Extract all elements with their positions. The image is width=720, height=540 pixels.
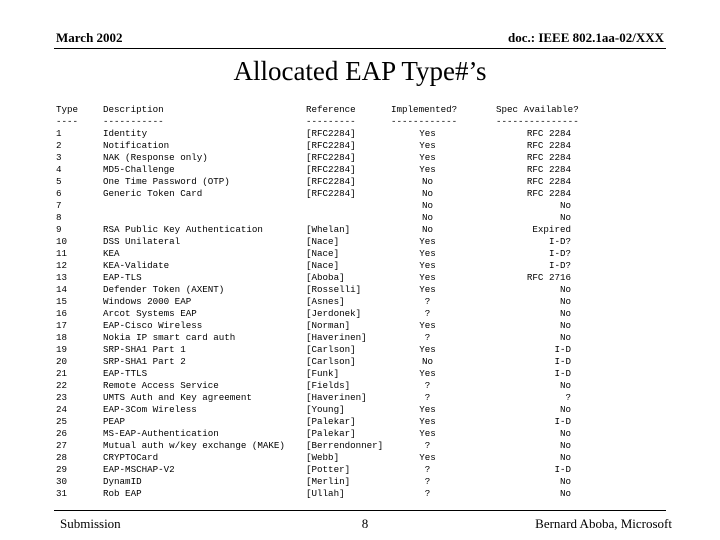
cell-description: MD5-Challenge — [103, 164, 175, 175]
table-row — [56, 488, 571, 500]
cell-description: Arcot Systems EAP — [103, 308, 197, 319]
cell-type: 9 — [56, 224, 62, 235]
cell-reference: [Nace] — [306, 236, 340, 247]
table-row — [56, 332, 571, 344]
cell-reference: [Haverinen] — [306, 332, 367, 343]
table-row — [56, 404, 571, 416]
table-row — [56, 320, 571, 332]
cell-type: 13 — [56, 272, 68, 283]
cell-reference: [Berrendonner] — [306, 440, 384, 451]
column-header-implemented: Implemented? — [391, 104, 458, 115]
cell-description: Defender Token (AXENT) — [103, 284, 225, 295]
cell-implemented: ? — [424, 380, 431, 391]
cell-spec: ? — [565, 392, 571, 403]
cell-description: Notification — [103, 140, 170, 151]
cell-implemented: Yes — [419, 344, 436, 355]
table-row — [56, 416, 571, 428]
cell-spec: I-D? — [548, 260, 571, 271]
cell-type: 12 — [56, 260, 68, 271]
cell-type: 16 — [56, 308, 68, 319]
table-row — [56, 296, 571, 308]
cell-type: 20 — [56, 356, 68, 367]
cell-implemented: No — [421, 212, 434, 223]
cell-implemented: Yes — [419, 140, 436, 151]
cell-description: Windows 2000 EAP — [103, 296, 192, 307]
cell-type: 6 — [56, 188, 62, 199]
table-row — [56, 272, 571, 284]
cell-spec: RFC 2284 — [526, 140, 571, 151]
cell-type: 29 — [56, 464, 68, 475]
cell-description: Nokia IP smart card auth — [103, 332, 236, 343]
cell-description: EAP-Cisco Wireless — [103, 320, 203, 331]
underline-implemented: ------------ — [391, 116, 458, 127]
table-row — [56, 128, 571, 140]
cell-spec: RFC 2716 — [526, 272, 571, 283]
cell-implemented: Yes — [419, 284, 436, 295]
cell-description: Generic Token Card — [103, 188, 203, 199]
cell-reference: [RFC2284] — [306, 188, 356, 199]
table-row — [56, 260, 571, 272]
cell-implemented: ? — [424, 476, 431, 487]
cell-spec: RFC 2284 — [526, 152, 571, 163]
cell-description: DynamID — [103, 476, 142, 487]
cell-implemented: ? — [424, 296, 431, 307]
cell-implemented: No — [421, 200, 434, 211]
cell-reference: [Funk] — [306, 368, 340, 379]
cell-type: 17 — [56, 320, 68, 331]
cell-spec: RFC 2284 — [526, 128, 571, 139]
cell-type: 26 — [56, 428, 68, 439]
cell-reference: [Rosselli] — [306, 284, 362, 295]
cell-implemented: ? — [424, 440, 431, 451]
cell-type: 14 — [56, 284, 68, 295]
cell-spec: No — [559, 284, 571, 295]
cell-type: 18 — [56, 332, 68, 343]
cell-type: 11 — [56, 248, 68, 259]
cell-implemented: No — [421, 188, 434, 199]
cell-description: SRP-SHA1 Part 1 — [103, 344, 186, 355]
cell-spec: No — [559, 296, 571, 307]
cell-description: MS-EAP-Authentication — [103, 428, 219, 439]
eap-type-table — [56, 104, 579, 500]
cell-reference: [Nace] — [306, 260, 340, 271]
table-row — [56, 212, 571, 224]
cell-description: DSS Unilateral — [103, 236, 181, 247]
cell-spec: No — [559, 404, 571, 415]
cell-implemented: Yes — [419, 260, 436, 271]
cell-description: KEA — [103, 248, 120, 259]
cell-type: 23 — [56, 392, 68, 403]
cell-type: 30 — [56, 476, 68, 487]
cell-spec: No — [559, 452, 571, 463]
cell-type: 27 — [56, 440, 68, 451]
cell-spec: I-D — [554, 356, 571, 367]
table-row — [56, 140, 571, 152]
cell-implemented: Yes — [419, 428, 436, 439]
cell-reference: [Carlson] — [306, 344, 356, 355]
cell-spec: No — [559, 332, 571, 343]
cell-reference: [Young] — [306, 404, 345, 415]
cell-reference: [RFC2284] — [306, 176, 356, 187]
cell-type: 10 — [56, 236, 68, 247]
column-header-description: Description — [103, 104, 164, 115]
column-header-reference: Reference — [306, 104, 356, 115]
header-rule — [54, 48, 666, 49]
cell-spec: RFC 2284 — [526, 176, 571, 187]
table-row — [56, 476, 571, 488]
table-row — [56, 188, 571, 200]
cell-spec: RFC 2284 — [526, 164, 571, 175]
cell-spec: No — [559, 212, 571, 223]
cell-implemented: Yes — [419, 368, 436, 379]
cell-reference: [Potter] — [306, 464, 351, 475]
cell-implemented: ? — [424, 332, 431, 343]
cell-reference: [Palekar] — [306, 428, 356, 439]
cell-implemented: Yes — [419, 320, 436, 331]
cell-description: Rob EAP — [103, 488, 142, 499]
table-header-row — [56, 104, 579, 116]
cell-description: NAK (Response only) — [103, 152, 208, 163]
cell-spec: Expired — [532, 224, 571, 235]
cell-spec: No — [559, 428, 571, 439]
footer-author: Bernard Aboba, Microsoft — [535, 516, 672, 531]
cell-implemented: Yes — [419, 248, 436, 259]
cell-type: 31 — [56, 488, 68, 499]
cell-spec: I-D — [554, 464, 571, 475]
cell-type: 3 — [56, 152, 62, 163]
cell-description: One Time Password (OTP) — [103, 176, 230, 187]
table-row — [56, 152, 571, 164]
table-row — [56, 236, 571, 248]
footer-submission: Submission — [60, 516, 121, 531]
table-row — [56, 392, 571, 404]
cell-type: 21 — [56, 368, 68, 379]
cell-spec: No — [559, 308, 571, 319]
underline-description: ----------- — [103, 116, 164, 127]
cell-implemented: Yes — [419, 128, 436, 139]
underline-spec: --------------- — [496, 116, 579, 127]
cell-spec: No — [559, 476, 571, 487]
cell-spec: I-D — [554, 368, 571, 379]
slide-title: Allocated EAP Type#’s — [233, 56, 487, 86]
cell-spec: No — [559, 380, 571, 391]
table-row — [56, 284, 571, 296]
cell-spec: No — [559, 200, 571, 211]
cell-description: Remote Access Service — [103, 380, 219, 391]
cell-reference: [RFC2284] — [306, 164, 356, 175]
table-row — [56, 428, 571, 440]
cell-reference: [Jerdonek] — [306, 308, 362, 319]
cell-type: 4 — [56, 164, 62, 175]
cell-type: 24 — [56, 404, 68, 415]
cell-description: Mutual auth w/key exchange (MAKE) — [103, 440, 285, 451]
cell-description: UMTS Auth and Key agreement — [103, 392, 252, 403]
cell-implemented: No — [421, 356, 434, 367]
underline-reference: --------- — [306, 116, 356, 127]
cell-spec: RFC 2284 — [526, 188, 571, 199]
table-row — [56, 248, 571, 260]
table-row — [56, 368, 571, 380]
table-row — [56, 344, 571, 356]
table-row — [56, 452, 571, 464]
cell-implemented: Yes — [419, 152, 436, 163]
cell-implemented: Yes — [419, 416, 436, 427]
cell-reference: [Nace] — [306, 248, 340, 259]
cell-implemented: Yes — [419, 452, 436, 463]
cell-type: 5 — [56, 176, 62, 187]
cell-description: KEA-Validate — [103, 260, 170, 271]
cell-type: 22 — [56, 380, 68, 391]
column-header-type: Type — [56, 104, 79, 115]
cell-implemented: Yes — [419, 164, 436, 175]
cell-implemented: ? — [424, 392, 431, 403]
cell-reference: [Whelan] — [306, 224, 351, 235]
cell-description: RSA Public Key Authentication — [103, 224, 263, 235]
cell-type: 1 — [56, 128, 62, 139]
cell-description: Identity — [103, 128, 148, 139]
cell-spec: I-D? — [548, 248, 571, 259]
table-row — [56, 200, 571, 212]
cell-type: 2 — [56, 140, 62, 151]
cell-implemented: Yes — [419, 272, 436, 283]
cell-implemented: ? — [424, 464, 431, 475]
table-row — [56, 224, 571, 236]
cell-spec: I-D? — [548, 236, 571, 247]
cell-description: EAP-TTLS — [103, 368, 148, 379]
cell-reference: [Aboba] — [306, 272, 345, 283]
cell-reference: [Norman] — [306, 320, 351, 331]
underline-type: ---- — [56, 116, 79, 127]
cell-type: 8 — [56, 212, 62, 223]
cell-spec: I-D — [554, 416, 571, 427]
cell-type: 19 — [56, 344, 68, 355]
cell-spec: I-D — [554, 344, 571, 355]
cell-type: 28 — [56, 452, 68, 463]
footer-rule — [54, 510, 666, 511]
cell-spec: No — [559, 488, 571, 499]
table-row — [56, 440, 571, 452]
cell-reference: [Carlson] — [306, 356, 356, 367]
cell-implemented: No — [421, 224, 434, 235]
cell-implemented: Yes — [419, 236, 436, 247]
table-row — [56, 164, 571, 176]
cell-description: CRYPTOCard — [103, 452, 159, 463]
table-row — [56, 308, 571, 320]
table-row — [56, 176, 571, 188]
cell-type: 25 — [56, 416, 68, 427]
column-header-spec: Spec Available? — [496, 104, 579, 115]
header-date: March 2002 — [56, 30, 123, 45]
footer-page-number: 8 — [361, 516, 369, 531]
cell-implemented: ? — [424, 488, 431, 499]
header-doc-id: doc.: IEEE 802.1aa-02/XXX — [507, 30, 664, 45]
cell-description: SRP-SHA1 Part 2 — [103, 356, 186, 367]
cell-reference: [RFC2284] — [306, 152, 356, 163]
cell-reference: [Asnes] — [306, 296, 345, 307]
cell-reference: [RFC2284] — [306, 128, 356, 139]
cell-reference: [Merlin] — [306, 476, 351, 487]
cell-reference: [Palekar] — [306, 416, 356, 427]
table-body — [56, 128, 571, 500]
cell-spec: No — [559, 440, 571, 451]
cell-implemented: Yes — [419, 404, 436, 415]
cell-reference: [Webb] — [306, 452, 340, 463]
cell-type: 15 — [56, 296, 68, 307]
cell-reference: [Fields] — [306, 380, 351, 391]
cell-type: 7 — [56, 200, 62, 211]
cell-reference: [Haverinen] — [306, 392, 367, 403]
table-row — [56, 356, 571, 368]
cell-reference: [Ullah] — [306, 488, 345, 499]
cell-spec: No — [559, 320, 571, 331]
table-row — [56, 464, 571, 476]
cell-reference: [RFC2284] — [306, 140, 356, 151]
table-row — [56, 380, 571, 392]
cell-description: EAP-MSCHAP-V2 — [103, 464, 175, 475]
cell-description: EAP-3Com Wireless — [103, 404, 197, 415]
cell-description: PEAP — [103, 416, 126, 427]
table-header-underline — [56, 116, 579, 128]
cell-description: EAP-TLS — [103, 272, 142, 283]
cell-implemented: No — [421, 176, 434, 187]
cell-implemented: ? — [424, 308, 431, 319]
